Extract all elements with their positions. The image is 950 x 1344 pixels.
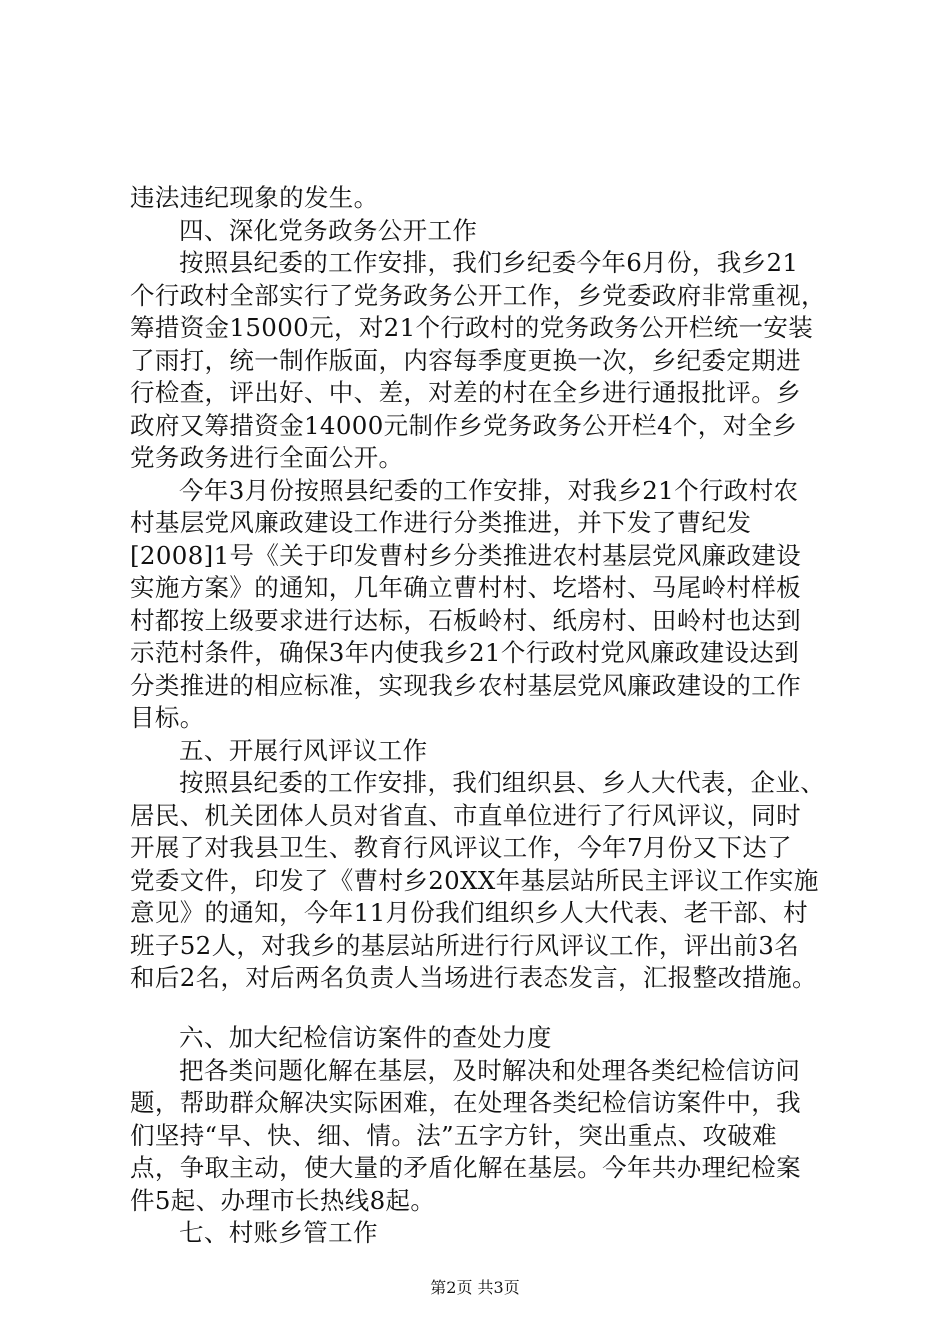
section-heading: 七、村账乡管工作 <box>179 1218 378 1247</box>
text-line: 题，帮助群众解决实际困难，在处理各类纪检信访案件中，我 <box>130 1088 801 1117</box>
text-line: 们坚持“早、快、细、情。法”五字方针，突出重点、攻破难 <box>130 1121 777 1150</box>
text-line: 实施方案》的通知，几年确立曹村村、圪塔村、马尾岭村样板 <box>130 573 801 602</box>
text-line: [2008]1号《关于印发曹村乡分类推进农村基层党风廉政建设 <box>130 541 802 570</box>
text-line: 政府又筹措资金14000元制作乡党务政务公开栏4个，对全乡 <box>130 411 798 440</box>
text-line: 党委文件，印发了《曹村乡20XX年基层站所民主评议工作实施 <box>130 866 819 895</box>
text-line: 违法违纪现象的发生。 <box>130 183 379 212</box>
text-line: 意见》的通知，今年11月份我们组织乡人大代表、老干部、村 <box>130 898 808 927</box>
text-line: 件5起、办理市长热线8起。 <box>130 1186 436 1215</box>
text-line: 村都按上级要求进行达标，石板岭村、纸房村、田岭村也达到 <box>130 606 801 635</box>
text-line: 筹措资金15000元，对21个行政村的党务政务公开栏统一安装 <box>130 313 814 342</box>
text-line: 分类推进的相应标准，实现我乡农村基层党风廉政建设的工作 <box>130 671 801 700</box>
text-line: 开展了对我县卫生、教育行风评议工作，今年7月份又下达了 <box>130 833 793 862</box>
text-line: 和后2名，对后两名负责人当场进行表态发言，汇报整改措施。 <box>130 963 817 992</box>
text-line: 把各类问题化解在基层，及时解决和处理各类纪检信访问 <box>179 1056 801 1085</box>
text-line: 今年3月份按照县纪委的工作安排，对我乡21个行政村农 <box>179 476 799 505</box>
text-line: 按照县纪委的工作安排，我们乡纪委今年6月份，我乡21 <box>179 248 799 277</box>
text-line: 示范村条件，确保3年内使我乡21个行政村党风廉政建设达到 <box>130 638 800 667</box>
page-footer: 第2页 共3页 <box>430 1278 520 1297</box>
text-line: 个行政村全部实行了党务政务公开工作，乡党委政府非常重视， <box>130 281 826 310</box>
text-line: 了雨打，统一制作版面，内容每季度更换一次，乡纪委定期进 <box>130 346 801 375</box>
text-line: 居民、机关团体人员对省直、市直单位进行了行风评议，同时 <box>130 801 801 830</box>
text-line: 班子52人，对我乡的基层站所进行行风评议工作，评出前3名 <box>130 931 800 960</box>
section-heading: 五、开展行风评议工作 <box>179 736 428 765</box>
text-line: 村基层党风廉政建设工作进行分类推进，并下发了曹纪发 <box>130 508 752 537</box>
text-line: 点，争取主动，使大量的矛盾化解在基层。今年共办理纪检案 <box>130 1153 801 1182</box>
section-heading: 六、加大纪检信访案件的查处力度 <box>179 1023 552 1052</box>
text-line: 行检查，评出好、中、差，对差的村在全乡进行通报批评。乡 <box>130 378 801 407</box>
text-line: 目标。 <box>130 703 205 732</box>
section-heading: 四、深化党务政务公开工作 <box>179 216 478 245</box>
text-line: 党务政务进行全面公开。 <box>130 443 404 472</box>
text-line: 按照县纪委的工作安排，我们组织县、乡人大代表，企业、 <box>179 768 826 797</box>
